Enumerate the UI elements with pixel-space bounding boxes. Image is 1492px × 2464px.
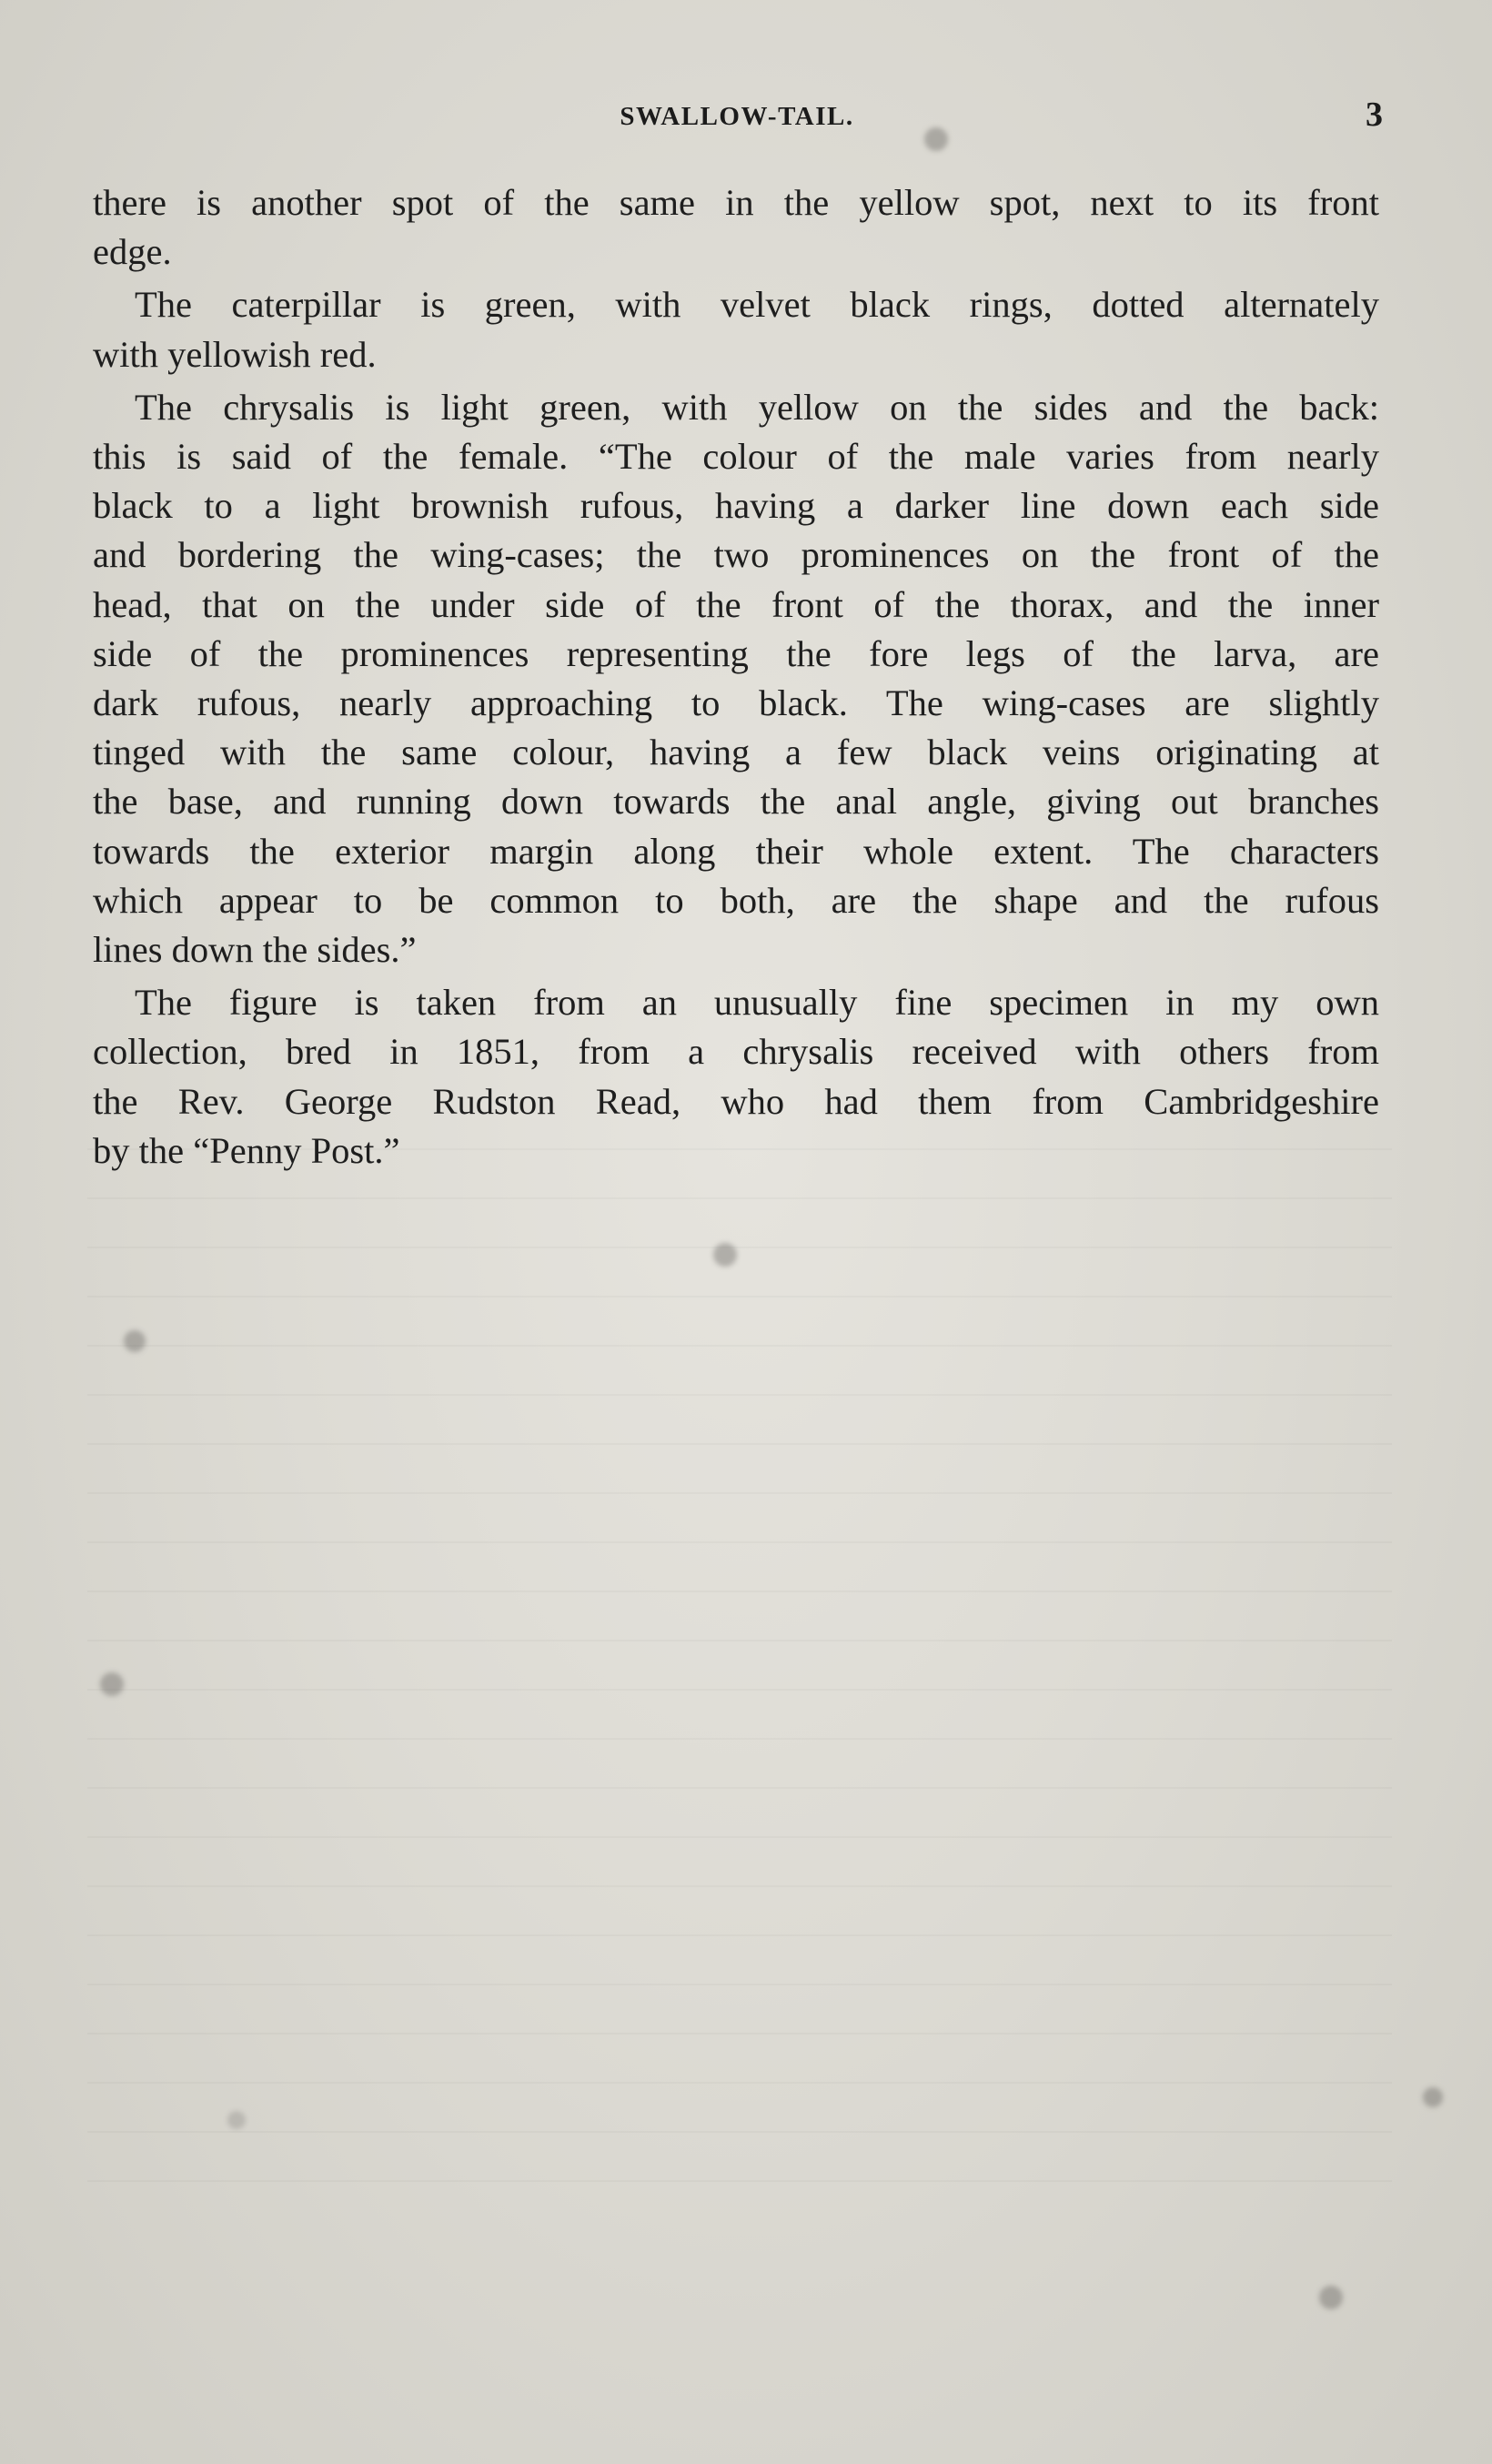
- bleed-through-line: [87, 1247, 1392, 1248]
- text-line: there is another spot of the same in the yellow spot, next to its front: [93, 182, 1379, 223]
- paragraph: [93, 978, 1379, 1176]
- text-line: side of the prominences representing the fore legs of the larva, are: [93, 632, 1379, 674]
- text-line: and bordering the wing-cases; the two prominences on the front of the: [93, 534, 1379, 576]
- paper-spot: [227, 2111, 246, 2129]
- paragraph: [93, 383, 1379, 974]
- bleed-through-line: [87, 1885, 1392, 1887]
- bleed-through-line: [87, 1934, 1392, 1936]
- bleed-through-line: [87, 1640, 1392, 1641]
- text-line: tinged with the same colour, having a few black veins originating at: [93, 732, 1379, 773]
- bleed-through-line: [87, 2180, 1392, 2182]
- bleed-through-line: [87, 1738, 1392, 1740]
- text-line: collection, bred in 1851, from a chrysalis received with others from: [93, 1031, 1379, 1073]
- text-line: towards the exterior margin along their whole extent. The characters: [93, 830, 1379, 872]
- text-line: this is said of the female. “The colour of the male varies from nearly: [93, 436, 1379, 478]
- text-line: lines down the sides.”: [93, 929, 417, 971]
- text-line: the base, and running down towards the anal angle, giving out branches: [93, 781, 1379, 823]
- bleed-through-line: [87, 1492, 1392, 1494]
- text-line: which appear to be common to both, are the shape and the rufous: [93, 879, 1379, 921]
- text-line: black to a light brownish rufous, having a darker line down each side: [93, 485, 1379, 527]
- text-line: The caterpillar is green, with velvet black rings, dotted alternately: [135, 284, 1379, 326]
- running-title: SWALLOW-TAIL.: [620, 102, 854, 131]
- bleed-through-line: [87, 1984, 1392, 1985]
- bleed-through-line: [87, 1296, 1392, 1298]
- paper-spot: [1319, 2286, 1343, 2309]
- bleed-through-line: [87, 2131, 1392, 2133]
- body-text: [93, 178, 1379, 1179]
- bleed-through-line: [87, 1541, 1392, 1543]
- bleed-through-line: [87, 1443, 1392, 1445]
- bleed-through-line: [87, 1689, 1392, 1691]
- bleed-through-line: [87, 2033, 1392, 2035]
- bleed-through-line: [87, 2082, 1392, 2084]
- paragraph: [93, 280, 1379, 379]
- paragraph: [93, 178, 1379, 277]
- paper-spot: [1423, 2087, 1443, 2107]
- text-line: head, that on the under side of the front of the thorax, and the inner: [93, 583, 1379, 625]
- paper-spot: [124, 1330, 146, 1352]
- bleed-through-line: [87, 1590, 1392, 1592]
- bleed-through-line: [87, 1345, 1392, 1347]
- bleed-through-line: [87, 1197, 1392, 1199]
- paper-spot: [100, 1672, 124, 1696]
- bleed-through-line: [87, 1787, 1392, 1789]
- text-line: dark rufous, nearly approaching to black. The wing-cases are slightly: [93, 682, 1379, 724]
- text-line: The chrysalis is light green, with yellow on the sides and the back:: [135, 386, 1379, 428]
- text-line: the Rev. George Rudston Read, who had them from Cambridgeshire: [93, 1080, 1379, 1122]
- text-line: by the “Penny Post.”: [93, 1129, 400, 1171]
- bleed-through-line: [87, 1836, 1392, 1838]
- text-line: edge.: [93, 231, 172, 273]
- text-line: The figure is taken from an unusually fine specimen in my own: [135, 982, 1379, 1024]
- page-number: 3: [1366, 96, 1383, 134]
- text-line: with yellowish red.: [93, 333, 377, 375]
- bleed-through-line: [87, 1394, 1392, 1396]
- paper-spot: [713, 1243, 737, 1267]
- page-header: [91, 95, 1383, 136]
